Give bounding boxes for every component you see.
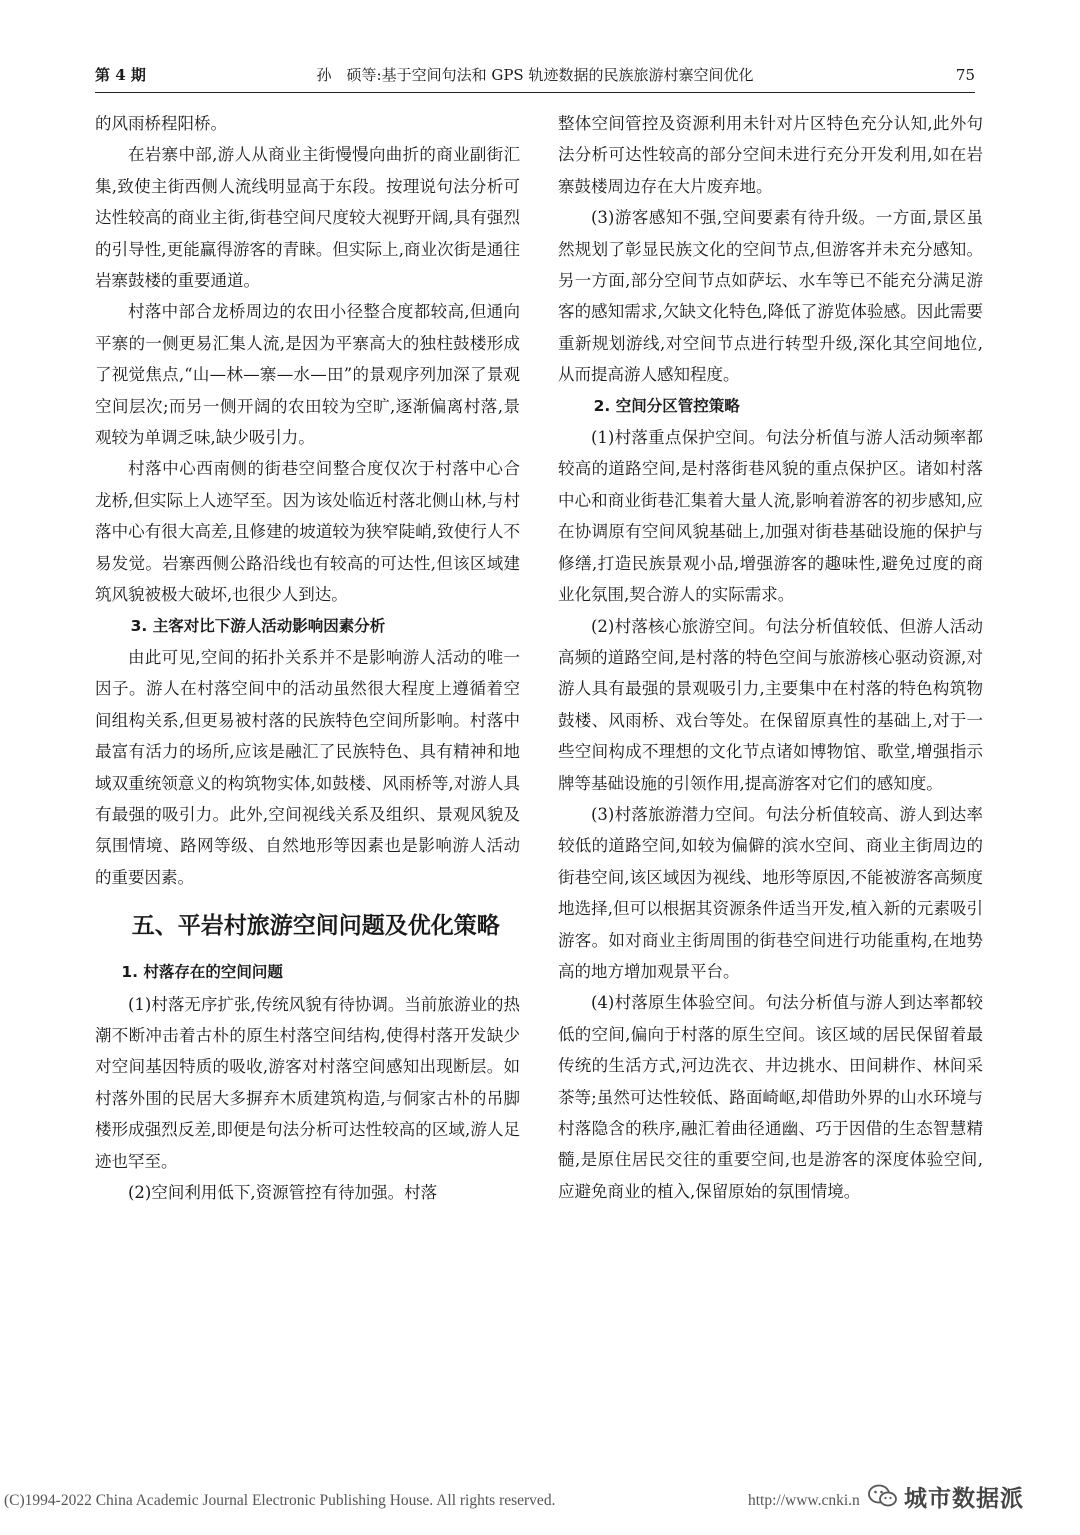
running-header [95, 64, 975, 86]
paragraph: 村落中心西南侧的街巷空间整合度仅次于村落中心合龙桥,但实际上人迹罕至。因为该处临近村落北侧山林,与村落中心有很大高差,且修建的坡道较为狭窄陡峭,致使行人不易发觉。岩寨西侧公路沿线也有较高的可达性,但该区域建筑风貌被极大破坏,也很少人到达。 [95, 459, 520, 605]
subsection-heading: 3. 主客对比下游人活动影响因素分析 [130, 616, 386, 635]
paragraph: (3)村落旅游潜力空间。句法分析值较高、游人到达率较低的道路空间,如较为偏僻的滨水空间、商业主街周边的街巷空间,该区域因为视线、地形等原因,不能被游客高频度地选择,但可以根据其资源条件适当开发,植入新的元素吸引游客。如对商业主街周围的街巷空间进行功能重构,在地势高的地方增加观景平台。 [558, 804, 983, 981]
paragraph: (1)村落无序扩张,传统风貌有待协调。当前旅游业的热潮不断冲击着古朴的原生村落空间结构,使得村落开发缺少对空间基因特质的吸收,游客对村落空间感知出现断层。如村落外围的民居大多摒弃木质建筑构造,与侗家古朴的吊脚楼形成强烈反差,即便是句法分析可达性较高的区域,游人足迹也罕至。 [95, 994, 520, 1171]
paragraph: (4)村落原生体验空间。句法分析值与游人到达率都较低的空间,偏向于村落的原生空间。该区域的居民保留着最传统的生活方式,河边洗衣、井边挑水、田间耕作、林间采茶等;虽然可达性较低、路面崎岖,却借助外界的山水环境与村落隐含的秩序,融汇着曲径通幽、巧于因借的生态智慧精髓,是原住居民交往的重要空间,也是游客的深度体验空间,应避免商业的植入,保留原始的氛围情境。 [558, 993, 983, 1201]
paragraph: 由此可见,空间的拓扑关系并不是影响游人活动的唯一因子。游人在村落空间中的活动虽然很大程度上遵循着空间组构关系,但更易被村落的民族特色空间所影响。村落中最富有活力的场所,应该是融汇了民族特色、具有精神和地域双重统领意义的构筑物实体,如鼓楼、风雨桥等,对游人具有最强的吸引力。此外,空间视线关系及组织、景观风貌及氛围情境、路网等级、自然地形等因素也是影响游人活动的重要因素。 [95, 647, 520, 887]
section-heading: 五、平岩村旅游空间问题及优化策略 [131, 913, 500, 940]
paragraph: 村落中部合龙桥周边的农田小径整合度都较高,但通向平寨的一侧更易汇集人流,是因为平寨高大的独柱鼓楼形成了视觉焦点,“山—林—寨—水—田”的景观序列加深了景观空间层次;而另一侧开阔的农田较为空旷,逐渐偏离村落,景观较为单调乏味,缺少吸引力。 [95, 302, 520, 448]
running-title: 孙 硕等:基于空间句法和 GPS 轨迹数据的民族旅游村寨空间优化 [316, 66, 754, 84]
copyright-notice: (C)1994-2022 China Academic Journal Electronic Publishing House. All rights reserved. [4, 1492, 556, 1509]
paragraph: (3)游客感知不强,空间要素有待升级。一方面,景区虽然规划了彰显民族文化的空间节点,但游客并未充分感知。另一方面,部分空间节点如萨坛、水车等已不能充分满足游客的感知需求,欠缺文化特色,降低了游览体验感。因此需要重新规划游线,对空间节点进行转型升级,深化其空间地位,从而提高游人感知程度。 [558, 208, 983, 385]
left-column [95, 108, 520, 1208]
page-number: 75 [955, 66, 975, 84]
paragraph-continuation: 的风雨桥程阳桥。 [95, 114, 227, 133]
paragraph: (1)村落重点保护空间。句法分析值与游人活动频率都较高的道路空间,是村落街巷风貌的重点保护区。诸如村落中心和商业街巷汇集着大量人流,影响着游客的初步感知,应在协调原有空间风貌基础上,加强对街巷基础设施的保护与修缮,打造民族景观小品,增强游客的趣味性,避免过度的商业化氛围,契合游人的实际需求。 [558, 428, 983, 605]
right-column [558, 108, 983, 1207]
footer-url: http://www.cnki.n [748, 1492, 860, 1509]
wechat-icon [868, 1483, 898, 1509]
issue-number: 第 4 期 [95, 66, 146, 84]
watermark [868, 1476, 1024, 1516]
subsection-heading: 1. 村落存在的空间问题 [121, 963, 283, 982]
watermark-text: 城市数据派 [904, 1485, 1024, 1512]
paragraph: (2)村落核心旅游空间。句法分析值较低、但游人活动高频的道路空间,是村落的特色空间与旅游核心驱动资源,对游人具有最强的景观吸引力,主要集中在村落的特色构筑物鼓楼、风雨桥、戏台等处。在保留原真性的基础上,对于一些空间构成不理想的文化节点诸如博物馆、歌堂,增强指示牌等基础设施的引领作用,提高游客对它们的感知度。 [558, 616, 983, 793]
paragraph-continuation: 整体空间管控及资源利用未针对片区特色充分认知,此外句法分析可达性较高的部分空间未进行充分开发利用,如在岩寨鼓楼周边存在大片废弃地。 [558, 114, 983, 196]
header-rule [95, 92, 975, 93]
paragraph: 在岩寨中部,游人从商业主街慢慢向曲折的商业副街汇集,致使主街西侧人流线明显高于东段。按理说句法分析可达性较高的商业主街,街巷空间尺度较大视野开阔,具有强烈的引导性,更能赢得游客的青睐。但实际上,商业次街是通往岩寨鼓楼的重要通道。 [95, 145, 520, 291]
subsection-heading: 2. 空间分区管控策略 [593, 396, 740, 415]
paragraph: (2)空间利用低下,资源管控有待加强。村落 [128, 1183, 438, 1202]
